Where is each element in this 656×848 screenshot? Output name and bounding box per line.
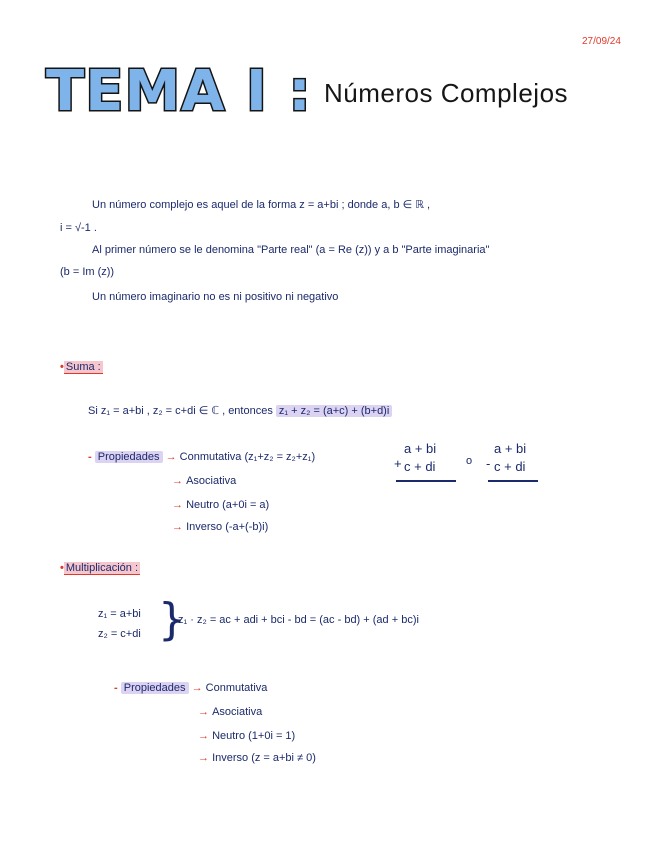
arrow-icon: → xyxy=(172,521,187,533)
suma-prop-2-row xyxy=(172,475,236,487)
section-suma-heading: • Suma : xyxy=(60,361,101,373)
arrow-icon: → xyxy=(198,706,213,718)
bullet-dash: • xyxy=(60,361,64,373)
example-add-line xyxy=(396,480,456,482)
mult-prop-4: Inverso (z = a+bi ≠ 0) xyxy=(212,752,316,764)
title-main: TEMA I : xyxy=(46,59,312,124)
arrow-icon: → xyxy=(172,499,187,511)
intro-line-4: (b = Im (z)) xyxy=(60,266,115,278)
suma-prop-4: Inverso (-a+(-b)i) xyxy=(186,521,269,533)
mult-prop-1: Conmutativa xyxy=(205,682,268,694)
example-connector: o xyxy=(466,455,473,467)
suma-result: z₁ + z₂ = (a+c) + (b+d)i xyxy=(276,405,392,417)
suma-prop-3: Neutro (a+0i = a) xyxy=(186,499,270,511)
example-sub-line xyxy=(488,480,538,482)
example-sub-minus: - xyxy=(486,456,491,471)
intro-line-3: Al primer número se le denomina "Parte real" (a = Re (z)) y a b "Parte imaginaria" xyxy=(92,244,490,256)
mult-props-label: - Propiedades → Conmutativa xyxy=(114,682,268,694)
suma-props-label: - Propiedades → Conmutativa (z₁+z₂ = z₂+z₁) xyxy=(88,451,316,463)
mult-prop-2-row xyxy=(198,706,262,718)
bullet-dash: • xyxy=(60,562,64,574)
title-subtitle: Números Complejos xyxy=(324,78,569,108)
arrow-icon: → xyxy=(198,752,213,764)
mult-z2: z₂ = c+di xyxy=(98,628,141,640)
mult-prop-3: Neutro (1+0i = 1) xyxy=(212,730,296,742)
right-brace-icon: } xyxy=(158,594,186,645)
mult-prop-3-row xyxy=(198,730,295,742)
arrow-icon: → xyxy=(172,475,187,487)
intro-line-2: i = √-1 . xyxy=(60,222,97,234)
mult-prop-4-row xyxy=(198,752,316,764)
mult-prop-2: Asociativa xyxy=(212,706,263,718)
title-main-graphic xyxy=(44,52,324,124)
date: 27/09/24 xyxy=(582,36,621,47)
arrow-icon: → xyxy=(165,451,177,463)
example-add-top: a + bi xyxy=(404,441,437,456)
suma-prop-1: Conmutativa (z₁+z₂ = z₂+z₁) xyxy=(179,451,316,463)
example-sub-bottom: c + di xyxy=(494,459,526,474)
arrow-icon: → xyxy=(191,682,203,694)
example-add-plus: + xyxy=(394,456,402,471)
mult-result: z₁ · z₂ = ac + adi + bci - bd = (ac - bd) + (ad + bc)i xyxy=(178,614,419,626)
section-mult-heading: • Multiplicación : xyxy=(60,562,138,574)
suma-prop-4-row xyxy=(172,521,268,533)
intro-line-1: Un número complejo es aquel de la forma z = a+bi ; donde a, b ∈ ℝ , xyxy=(92,199,431,211)
arrow-icon: → xyxy=(198,730,213,742)
suma-definition: Si z₁ = a+bi , z₂ = c+di ∈ ℂ , entonces z₁ + z₂ = (a+c) + (b+d)i xyxy=(88,404,392,417)
mult-z1: z₁ = a+bi xyxy=(98,608,141,620)
suma-prop-3-row xyxy=(172,499,269,511)
intro-line-5: Un número imaginario no es ni positivo ni negativo xyxy=(92,291,339,303)
suma-prop-2: Asociativa xyxy=(186,475,237,487)
example-add-bottom: c + di xyxy=(404,459,436,474)
example-sub-top: a + bi xyxy=(494,441,527,456)
